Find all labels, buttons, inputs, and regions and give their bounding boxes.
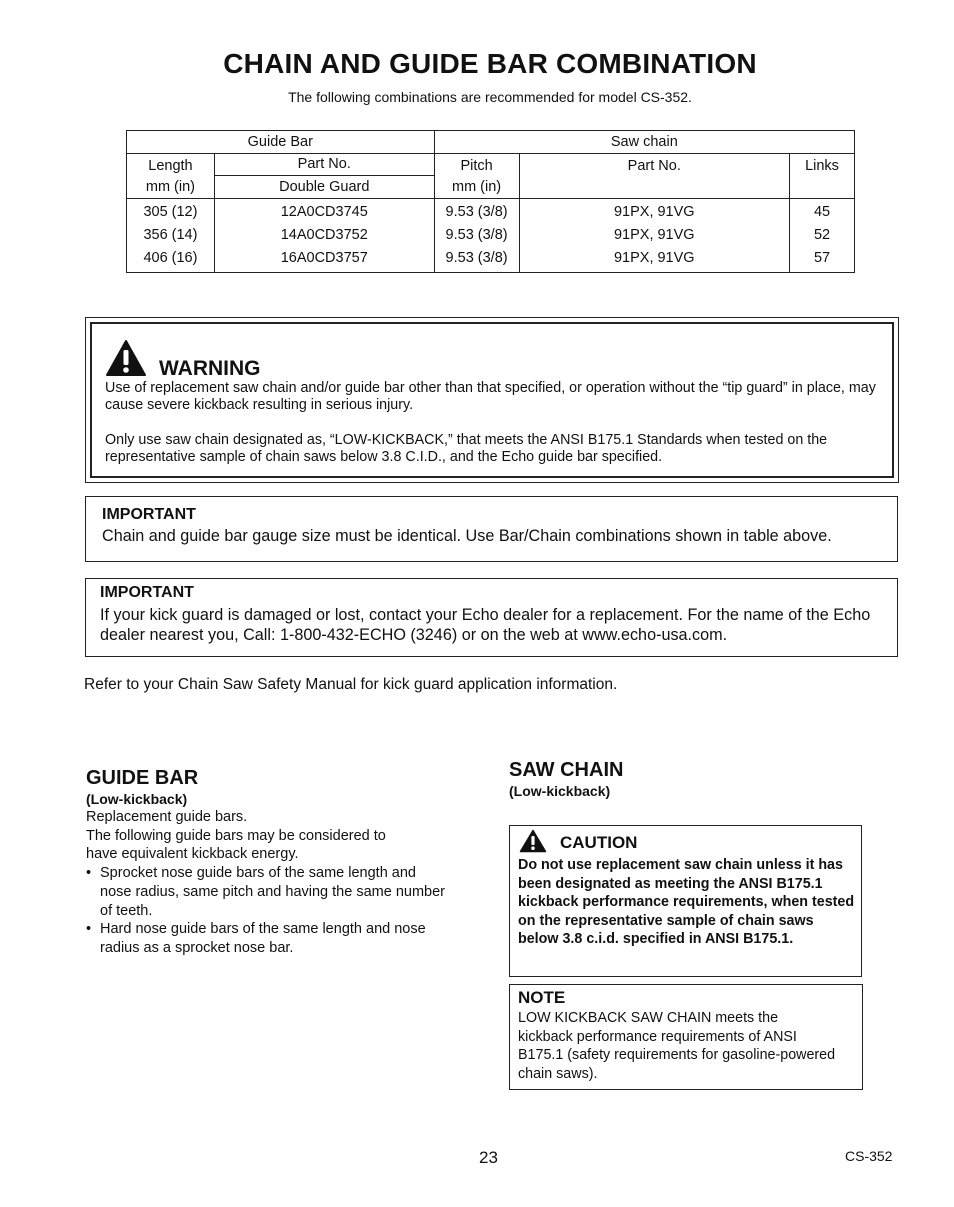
chain-part-no-header: Part No.	[519, 154, 790, 199]
table-cell: 57	[813, 250, 831, 266]
guide-bar-body	[86, 808, 446, 958]
chain-part-column	[519, 199, 790, 273]
note-box	[509, 984, 863, 1090]
caution-heading: CAUTION	[560, 833, 638, 852]
saw-chain-heading: SAW CHAIN	[509, 759, 624, 781]
refer-text: Refer to your Chain Saw Safety Manual for kick guard application information.	[84, 676, 618, 693]
guide-bar-heading: GUIDE BAR	[86, 767, 199, 789]
table-cell: 406 (16)	[143, 250, 198, 266]
important-heading: IMPORTANT	[102, 506, 196, 523]
note-text: LOW KICKBACK SAW CHAIN meets the kickback performance requirements of ANSI B175.1 (safety requirements for gasoline-powered chain saws).	[518, 1010, 836, 1083]
note-heading: NOTE	[518, 988, 566, 1007]
important-box-kick-guard	[85, 578, 898, 657]
caution-triangle-icon	[519, 829, 547, 853]
list-item: • Hard nose guide bars of the same length and nose radius as a sprocket nose bar.	[86, 921, 426, 956]
warning-paragraph-1: Use of replacement saw chain and/or guide bar other than that specified, or operation without the “tip guard” in place, may cause severe kickback resulting in serious injury.	[105, 380, 876, 413]
links-header: Links	[790, 154, 855, 199]
page-number: 23	[479, 1148, 498, 1167]
saw-chain-header: Saw chain	[434, 131, 854, 154]
table-cell: 12A0CD3745	[280, 204, 368, 220]
table-cell: 52	[813, 227, 831, 243]
length-header: Length mm (in)	[127, 154, 215, 199]
table-cell: 91PX, 91VG	[613, 204, 695, 220]
bar-part-column	[214, 199, 434, 273]
warning-paragraph-2: Only use saw chain designated as, “LOW-KICKBACK,” that meets the ANSI B175.1 Standards when tested on the representative sample of chain saws below 3.8 C.I.D., and the Echo guide bar specified.	[105, 432, 828, 465]
table-cell: 9.53 (3/8)	[445, 250, 508, 266]
caution-box	[509, 825, 862, 977]
pitch-column	[434, 199, 519, 273]
table-cell: 9.53 (3/8)	[445, 227, 508, 243]
table-cell: 91PX, 91VG	[613, 250, 695, 266]
warning-heading: WARNING	[159, 357, 261, 380]
important-text: Chain and guide bar gauge size must be identical. Use Bar/Chain combinations shown in table above.	[102, 527, 832, 545]
guide-bar-header: Guide Bar	[127, 131, 435, 154]
guide-bar-line: The following guide bars may be considered to have equivalent kickback energy.	[86, 827, 386, 863]
links-column	[790, 199, 855, 273]
pitch-header: Pitch mm (in)	[434, 154, 519, 199]
combination-table	[126, 130, 855, 273]
page-subtitle: The following combinations are recommended for model CS-352.	[288, 89, 692, 105]
important-heading: IMPORTANT	[100, 584, 194, 601]
important-text: If your kick guard is damaged or lost, contact your Echo dealer for a replacement. For the name of the Echo dealer nearest you, Call: 1-800-432-ECHO (3246) or on the web at www.echo-usa.com.	[100, 606, 871, 644]
table-cell: 14A0CD3752	[280, 227, 368, 243]
caution-text: Do not use replacement saw chain unless it has been designated as meeting the ANSI B175.1 kickback performance requirements, when tested on the representative sample of chain saws below 3.8 c.i.d. specified in ANSI B175.1.	[518, 857, 855, 947]
guide-bar-line: Replacement guide bars.	[86, 809, 248, 825]
table-cell: 356 (14)	[143, 227, 198, 243]
saw-chain-subheading: (Low-kickback)	[509, 783, 611, 799]
double-guard-header: Double Guard	[214, 176, 434, 199]
list-item: • Sprocket nose guide bars of the same length and nose radius, same pitch and having the same number of teeth.	[86, 865, 445, 919]
guide-bar-subheading: (Low-kickback)	[86, 791, 188, 807]
table-cell: 9.53 (3/8)	[445, 204, 508, 220]
page-title: CHAIN AND GUIDE BAR COMBINATION	[223, 48, 757, 79]
table-cell: 305 (12)	[143, 204, 198, 220]
table-cell: 45	[813, 204, 831, 220]
warning-triangle-icon	[105, 339, 147, 377]
important-box-gauge	[85, 496, 898, 562]
bar-part-no-header: Part No.	[214, 154, 434, 176]
table-cell: 91PX, 91VG	[613, 227, 695, 243]
model-code: CS-352	[845, 1148, 893, 1164]
table-cell: 16A0CD3757	[280, 250, 368, 266]
length-column	[127, 199, 215, 273]
